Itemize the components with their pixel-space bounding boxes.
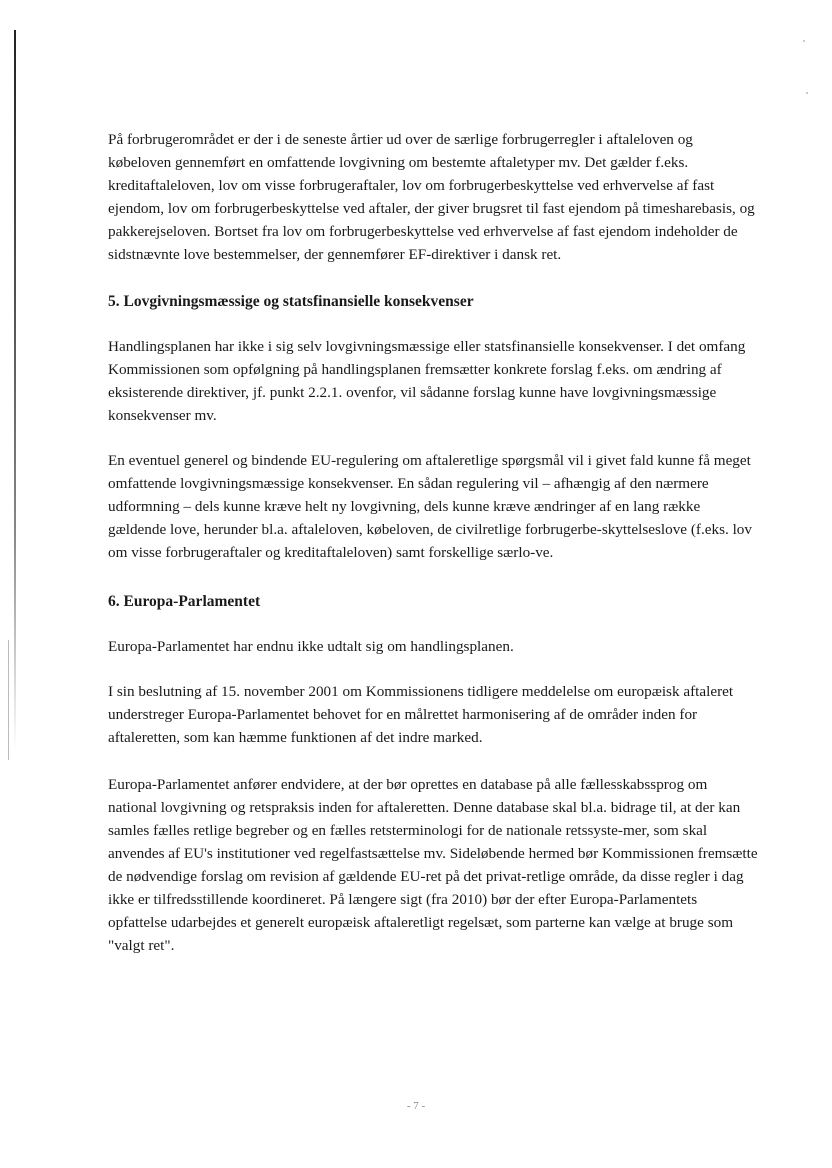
paragraph-consumer-area: På forbrugerområdet er der i de seneste årtier ud over de særlige forbrugerregler i aftaleloven og købeloven gennemført en omfattende lovgivning om bestemte aftaletyper mv. Det gælder f.eks. kreditaftaleloven, lov om visse forbrugeraftaler, lov om forbrugerbeskyttelse ved erhvervelse af fast ejendom, lov om forbrugerbeskyttelse ved aftaler, der giver brugsret til fast ejendom på timesharebasis, og pakkerejseloven. Bortset fra lov om forbrugerbeskyttelse ved erhvervelse af fast ejendom indeholder de sidstnævnte love bestemmelser, der gennemfører EF-direktiver i dansk ret. xyxy=(108,131,755,263)
paragraph-eu-regulation: En eventuel generel og bindende EU-regulering om aftaleretlige spørgsmål vil i givet fald kunne få meget omfattende lovgivningsmæssige konsekvenser. En sådan regulering vil – afhængig af den nærmere udformning – dels kunne kræve helt ny lovgivning, dels kunne kræve ændringer af en lang række gældende love, herunder bl.a. aftaleloven, købeloven, de civilretlige forbrugerbe-skyttelseslove (f.eks. lov om visse forbrugeraftaler og kreditaftaleloven) samt forskellige særlo-ve. xyxy=(108,452,752,561)
paragraph-parliament-no-statement: Europa-Parlamentet har endnu ikke udtalt sig om handlingsplanen. xyxy=(108,638,514,655)
scan-edge-mark-secondary xyxy=(8,640,9,760)
section-heading-6: 6. Europa-Parlamentet xyxy=(108,593,261,610)
scan-speck xyxy=(803,40,805,42)
scan-edge-mark xyxy=(14,30,16,750)
document-page xyxy=(108,128,758,957)
paragraph-parliament-resolution: I sin beslutning af 15. november 2001 om Kommissionens tidligere meddelelse om europæisk aftaleret understreger Europa-Parlamentet behovet for en målrettet harmonisering af de områder inden for aftaleretten, som kan hæmme funktionen af det indre marked. xyxy=(108,683,734,746)
paragraph-action-plan-consequences: Handlingsplanen har ikke i sig selv lovgivningsmæssige eller statsfinansielle konsekvenser. I det omfang Kommissionen som opfølgning på handlingsplanen fremsætter konkrete forslag f.eks. om ændring af eksisterende direktiver, jf. punkt 2.2.1. ovenfor, vil sådanne forslag kunne have lovgivningsmæssige konsekvenser mv. xyxy=(108,338,746,424)
page-number: - 7 - xyxy=(406,1100,426,1112)
section-heading-5: 5. Lovgivningsmæssige og statsfinansielle konsekvenser xyxy=(108,293,474,310)
scan-speck xyxy=(806,92,808,94)
paragraph-parliament-database: Europa-Parlamentet anfører endvidere, at der bør oprettes en database på alle fællesskabssprog om national lovgivning og retspraksis inden for aftaleretten. Denne database skal bl.a. bidrage til, at der kan samles fælles retlige begreber og en fælles retsterminologi for de nationale retssyste-mer, som skal anvendes af EU's institutioner ved regelfastsættelse mv. Sideløbende hermed bør Kommissionen fremsætte de nødvendige forslag om revision af gældende EU-ret på det privat-retlige område, da disse regler i dag ikke er tilfredsstillende koordineret. På længere sigt (fra 2010) bør der efter Europa-Parlamentets opfattelse udarbejdes et generelt europæisk aftaleretligt regelsæt, som parterne kan vælge at bruge som "valgt ret". xyxy=(108,776,758,954)
